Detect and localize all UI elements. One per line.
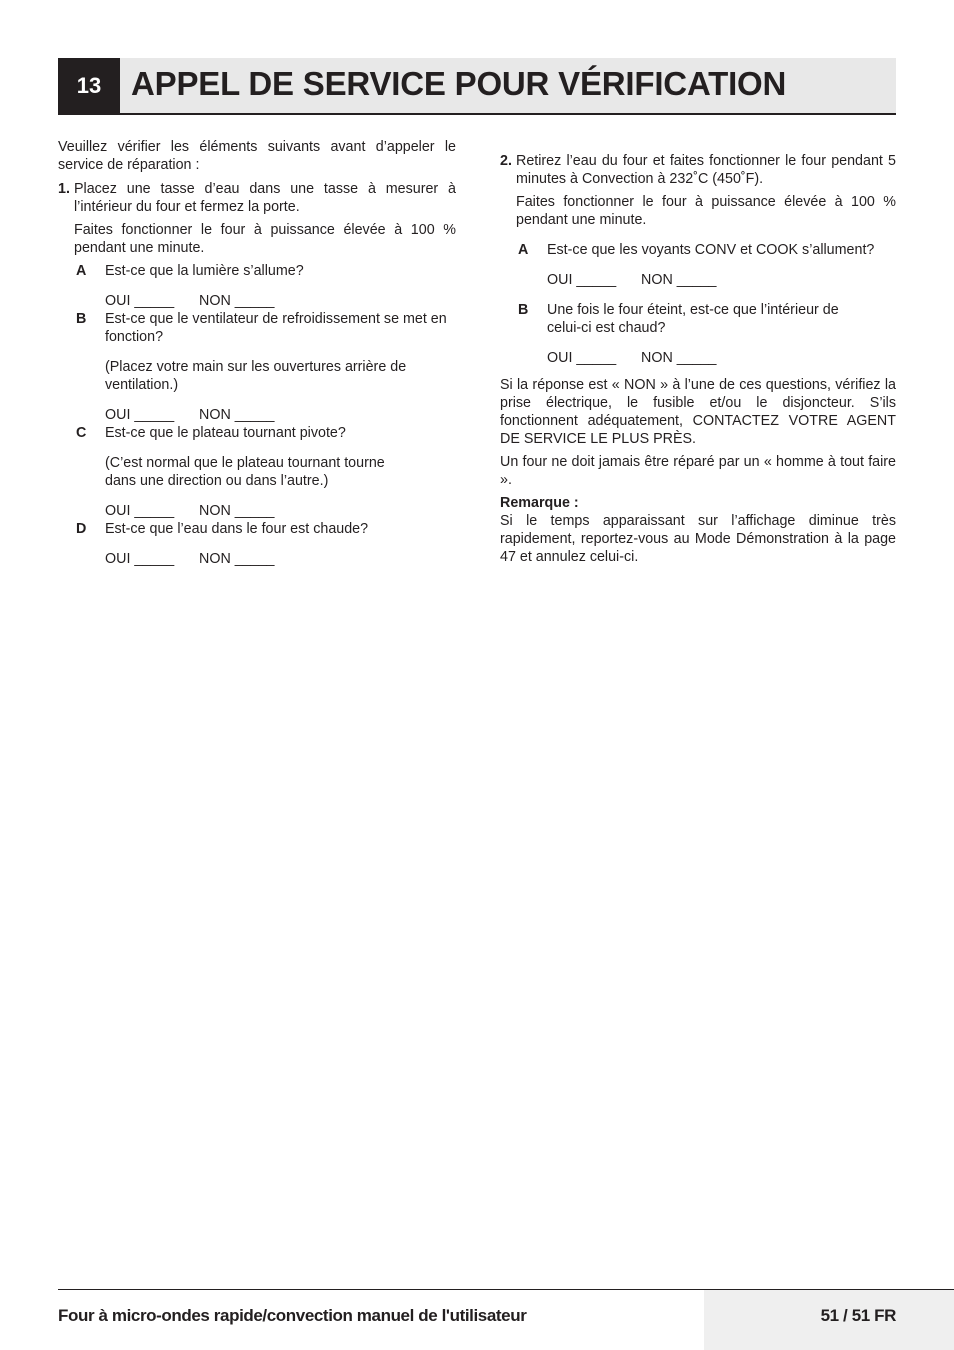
step-text-secondary: Faites fonctionner le four à puissance élevée à 100 % pendant une minute. xyxy=(516,194,896,228)
answer-non: NON _____ xyxy=(641,272,717,288)
question-c xyxy=(58,424,456,520)
intro-paragraph: Veuillez vérifier les éléments suivants avant d’appeler le service de réparation : xyxy=(58,139,456,173)
step-text-secondary: Faites fonctionner le four à puissance élevée à 100 % pendant une minute. xyxy=(74,222,456,256)
answer-oui: OUI _____ xyxy=(105,551,175,567)
step-text: Retirez l’eau du four et faites fonctionner le four pendant 5 minutes à Convection à 232˚C (450˚F). xyxy=(516,153,896,187)
question-b xyxy=(500,301,896,371)
answer-non: NON _____ xyxy=(199,551,275,567)
footer-page-number: 51 / 51 FR xyxy=(820,1306,896,1325)
answer-non: NON _____ xyxy=(199,503,275,519)
question-text: Est-ce que le ventilateur de refroidissement se met en fonction? xyxy=(105,311,447,345)
question-d xyxy=(58,520,456,568)
answer-line xyxy=(547,271,896,289)
answer-line xyxy=(105,550,456,568)
chapter-title: APPEL DE SERVICE POUR VÉRIFICATION xyxy=(131,65,787,102)
question-letter: B xyxy=(518,302,529,318)
step-1 xyxy=(58,180,456,216)
step-2 xyxy=(500,152,896,188)
question-letter: A xyxy=(76,263,87,279)
question-text: Est-ce que l’eau dans le four est chaude? xyxy=(105,521,369,537)
answer-oui: OUI _____ xyxy=(547,272,617,288)
question-text: Une fois le four éteint, est-ce que l’intérieur de celui-ci est chaud? xyxy=(547,302,839,336)
left-column xyxy=(58,138,456,568)
step-number: 2. xyxy=(500,153,512,169)
chapter-header xyxy=(58,58,896,115)
question-letter: A xyxy=(518,242,529,258)
answer-oui: OUI _____ xyxy=(105,293,175,309)
question-text: Est-ce que le plateau tournant pivote? xyxy=(105,425,346,441)
answer-line xyxy=(105,406,456,424)
answer-line xyxy=(547,349,896,367)
question-a xyxy=(500,241,896,289)
answer-non: NON _____ xyxy=(199,407,275,423)
question-text: Est-ce que les voyants CONV et COOK s’allument? xyxy=(547,242,875,258)
answer-line xyxy=(105,292,456,310)
remark-text: Si le temps apparaissant sur l’affichage diminue très rapidement, reportez-vous au Mode Démonstration à la page 47 et annulez celui-ci. xyxy=(500,513,896,565)
question-b xyxy=(58,310,456,424)
step-text: Placez une tasse d’eau dans une tasse à mesurer à l’intérieur du four et fermez la porte. xyxy=(74,181,456,215)
warning-paragraph: Un four ne doit jamais être réparé par un « homme à tout faire ». xyxy=(500,454,896,488)
question-text: Est-ce que la lumière s’allume? xyxy=(105,263,304,279)
question-note: (C’est normal que le plateau tournant tourne dans une direction ou dans l’autre.) xyxy=(105,455,385,489)
question-a xyxy=(58,262,456,310)
question-letter: B xyxy=(76,311,87,327)
answer-non: NON _____ xyxy=(641,350,717,366)
right-column xyxy=(500,152,896,566)
verification-paragraph: Si la réponse est « NON » à l’une de ces questions, vérifiez la prise électrique, le fusible et/ou le disjoncteur. S’ils fonctionnent adéquatement, CONTACTEZ VOTRE AGENT DE SERVICE LE PLUS PRÈS. xyxy=(500,377,896,447)
remark-label: Remarque : xyxy=(500,495,579,511)
question-note: (Placez votre main sur les ouvertures arrière de ventilation.) xyxy=(105,359,407,393)
answer-oui: OUI _____ xyxy=(105,407,175,423)
footer-title: Four à micro-ondes rapide/convection manuel de l'utilisateur xyxy=(58,1306,527,1325)
question-letter: C xyxy=(76,425,87,441)
answer-line xyxy=(105,502,456,520)
question-letter: D xyxy=(76,521,87,537)
answer-oui: OUI _____ xyxy=(105,503,175,519)
chapter-number: 13 xyxy=(58,58,120,113)
answer-oui: OUI _____ xyxy=(547,350,617,366)
step-number: 1. xyxy=(58,181,70,197)
answer-non: NON _____ xyxy=(199,293,275,309)
